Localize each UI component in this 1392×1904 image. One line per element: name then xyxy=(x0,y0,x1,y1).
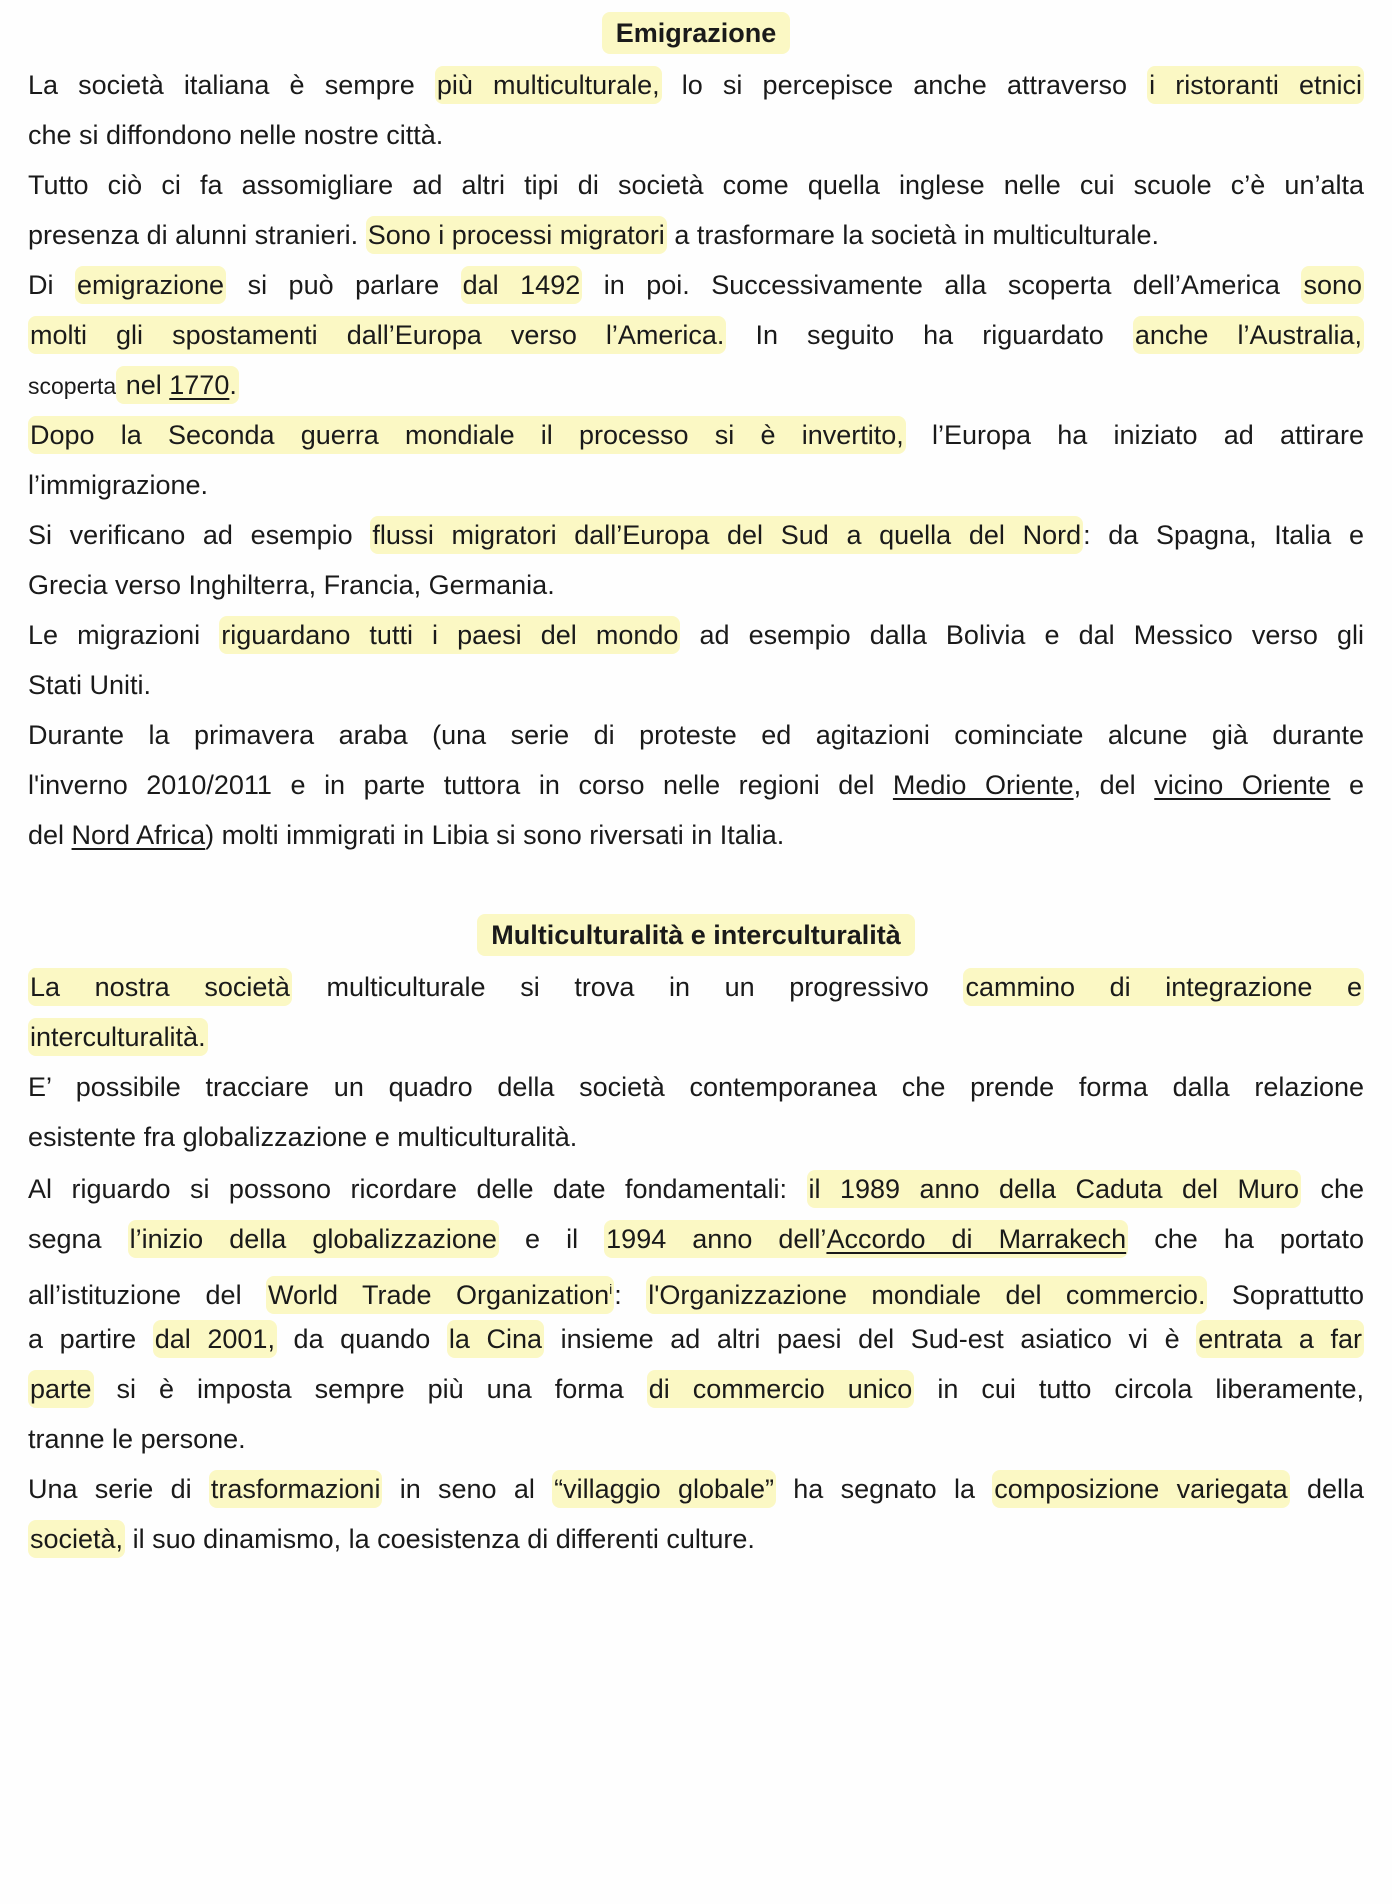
highlighted-text: Sono i processi migratori xyxy=(366,216,667,254)
highlighted-text: il 1989 anno della Caduta del Muro xyxy=(807,1170,1302,1208)
text-span: nel xyxy=(118,370,170,400)
text-span: , del xyxy=(1073,770,1155,800)
text-span: della xyxy=(1289,1474,1364,1504)
highlighted-text: dal 1492 xyxy=(461,266,583,304)
highlighted-text: sono xyxy=(1301,266,1364,304)
section-title-multiculturalita xyxy=(0,920,1392,951)
text-span: e xyxy=(1330,770,1364,800)
text-span: insieme ad altri paesi del Sud-est asiatico vi è xyxy=(544,1324,1197,1354)
text-span: Si verificano ad esempio xyxy=(28,520,371,550)
text-span: da quando xyxy=(276,1324,447,1354)
text-line xyxy=(28,118,1364,152)
text-line xyxy=(28,218,1364,252)
highlighted-text: società, xyxy=(28,1520,125,1558)
text-span: si può parlare xyxy=(226,270,461,300)
text-span: segna xyxy=(28,1224,128,1254)
text-line xyxy=(28,1372,1364,1406)
text-line xyxy=(28,768,1364,802)
text-span: l’Europa ha iniziato ad attirare xyxy=(905,420,1364,450)
text-line xyxy=(28,818,1364,852)
highlighted-text: flussi migratori dall’Europa del Sud a quella del Nord xyxy=(370,516,1083,554)
highlighted-text: parte xyxy=(28,1370,94,1408)
text-span: World Trade Organization xyxy=(268,1280,610,1310)
text-line xyxy=(28,1120,1364,1154)
text-line xyxy=(28,718,1364,752)
text-span: scoperta xyxy=(28,373,117,399)
text-line xyxy=(28,1272,1364,1312)
highlighted-text: cammino di integrazione e xyxy=(963,968,1364,1006)
text-line xyxy=(28,318,1364,352)
text-span: presenza di alunni stranieri. xyxy=(28,220,366,250)
text-span: ha segnato la xyxy=(776,1474,993,1504)
text-line xyxy=(28,1070,1364,1104)
text-span: 1770 xyxy=(169,370,230,400)
text-span: e il xyxy=(498,1224,605,1254)
highlighted-text: entrata a far xyxy=(1196,1320,1364,1358)
text-span: Tutto ciò ci fa assomigliare ad altri tipi di società come quella inglese nelle cui scuole c’è un’alta xyxy=(28,170,1364,200)
link-accordo-marrakech: Accordo di Marrakech xyxy=(826,1224,1127,1254)
text-span: Soprattutto xyxy=(1207,1280,1365,1310)
text-span: in poi. Successivamente alla scoperta dell’America xyxy=(582,270,1302,300)
text-span: E’ possibile tracciare un quadro della società contemporanea che prende forma dalla relazione xyxy=(28,1072,1364,1102)
text-span: Una serie di xyxy=(28,1474,209,1504)
text-line xyxy=(28,168,1364,202)
text-line xyxy=(28,1522,1364,1556)
text-span: esistente fra globalizzazione e multiculturalità. xyxy=(28,1122,578,1152)
text-span: : da Spagna, Italia e xyxy=(1083,520,1364,550)
text-span: a trasformare la società in multiculturale. xyxy=(666,220,1160,250)
highlighted-text: emigrazione xyxy=(75,266,226,304)
text-span: che ha portato xyxy=(1128,1224,1364,1254)
text-span: lo si percepisce anche attraverso xyxy=(661,70,1148,100)
text-span: l'inverno 2010/2011 e in parte tuttora in corso nelle regioni del xyxy=(28,770,893,800)
text-span: ad esempio dalla Bolivia e dal Messico verso gli xyxy=(680,620,1364,650)
text-span: Durante la primavera araba (una serie di proteste ed agitazioni cominciate alcune già durante xyxy=(28,720,1364,750)
text-span: in cui tutto circola liberamente, xyxy=(914,1374,1364,1404)
text-span: Di xyxy=(28,270,75,300)
link-vicino-oriente: vicino Oriente xyxy=(1154,770,1331,800)
highlighted-text: Emigrazione xyxy=(602,12,791,54)
text-span: : xyxy=(614,1280,647,1310)
text-span: ) molti immigrati in Libia si sono riversati in Italia. xyxy=(205,820,785,850)
highlighted-text: riguardano tutti i paesi del mondo xyxy=(219,616,680,654)
text-span: tranne le persone. xyxy=(28,1424,246,1454)
text-span: Le migrazioni xyxy=(28,620,220,650)
text-span: Grecia verso Inghilterra, Francia, Germania. xyxy=(28,570,555,600)
text-line xyxy=(28,268,1364,302)
highlighted-text: dal 2001, xyxy=(153,1320,277,1358)
footnote-ref: i xyxy=(609,1281,613,1297)
text-line xyxy=(28,970,1364,1004)
text-line xyxy=(28,368,1364,403)
highlighted-text: Multiculturalità e interculturalità xyxy=(477,914,915,956)
highlighted-text: i ristoranti etnici xyxy=(1147,66,1364,104)
text-line xyxy=(28,68,1364,102)
highlighted-text: l'Organizzazione mondiale del commercio. xyxy=(646,1276,1207,1314)
highlighted-text: la Cina xyxy=(447,1320,544,1358)
text-span: Al riguardo si possono ricordare delle date fondamentali: xyxy=(28,1174,807,1204)
text-span: a partire xyxy=(28,1324,153,1354)
text-line xyxy=(28,1172,1364,1206)
highlighted-text: Dopo la Seconda guerra mondiale il processo si è invertito, xyxy=(28,416,906,454)
highlighted-text: trasformazioni xyxy=(209,1470,383,1508)
text-line xyxy=(28,518,1364,552)
highlighted-text: di commercio unico xyxy=(647,1370,915,1408)
highlighted-text xyxy=(116,366,239,404)
text-span: in seno al xyxy=(382,1474,553,1504)
highlighted-text xyxy=(266,1276,614,1314)
text-line xyxy=(28,1222,1364,1256)
highlighted-text: più multiculturale, xyxy=(435,66,662,104)
text-span: del xyxy=(28,820,72,850)
text-line xyxy=(28,418,1364,452)
text-line xyxy=(28,668,1364,702)
text-line xyxy=(28,618,1364,652)
highlighted-text: La nostra società xyxy=(28,968,292,1006)
highlighted-text: interculturalità. xyxy=(28,1018,208,1056)
text-line xyxy=(28,468,1364,502)
highlighted-text xyxy=(604,1220,1128,1258)
text-line xyxy=(28,568,1364,602)
text-span: si è imposta sempre più una forma xyxy=(93,1374,647,1404)
text-span: multiculturale si trova in un progressivo xyxy=(291,972,964,1002)
text-span: il suo dinamismo, la coesistenza di differenti culture. xyxy=(125,1524,755,1554)
text-span: . xyxy=(229,370,237,400)
text-span: che xyxy=(1301,1174,1364,1204)
text-span: Stati Uniti. xyxy=(28,670,152,700)
text-line xyxy=(28,1020,1364,1054)
text-span: In seguito ha riguardato xyxy=(726,320,1133,350)
text-span: La società italiana è sempre xyxy=(28,70,435,100)
link-medio-oriente: Medio Oriente xyxy=(892,770,1074,800)
text-span: 1994 anno dell’ xyxy=(606,1224,827,1254)
text-span: all’istituzione del xyxy=(28,1280,267,1310)
highlighted-text: “villaggio globale” xyxy=(552,1470,776,1508)
highlighted-text: composizione variegata xyxy=(992,1470,1289,1508)
section-title-emigrazione xyxy=(0,18,1392,49)
text-line xyxy=(28,1322,1364,1356)
text-line xyxy=(28,1472,1364,1506)
highlighted-text: l’inizio della globalizzazione xyxy=(128,1220,499,1258)
highlighted-text: molti gli spostamenti dall’Europa verso l’America. xyxy=(28,316,726,354)
text-span: che si diffondono nelle nostre città. xyxy=(28,120,444,150)
text-span: l’immigrazione. xyxy=(28,470,209,500)
link-nord-africa: Nord Africa xyxy=(71,820,206,850)
highlighted-text: anche l’Australia, xyxy=(1133,316,1364,354)
text-line xyxy=(28,1422,1364,1456)
